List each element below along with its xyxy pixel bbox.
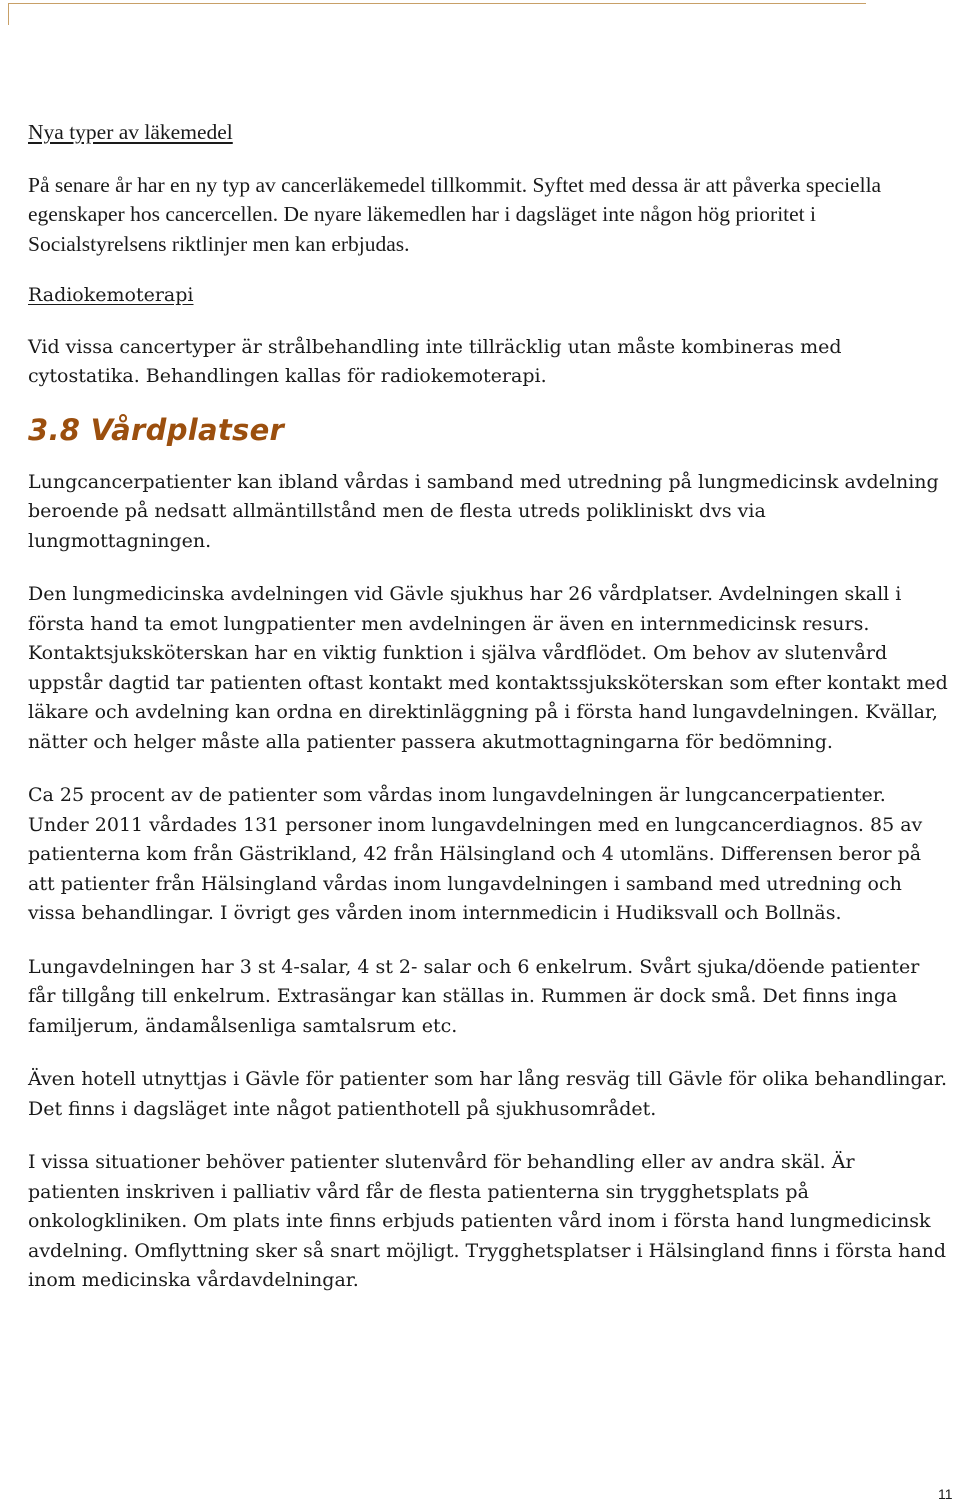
paragraph-beds-2: Den lungmedicinska avdelningen vid Gävle sjukhus har 26 vårdplatser. Avdelningen skall i första hand ta emot lungpatienter men avdelningen är även en internmedicinsk resurs. Kontaktsjuksköterskan har en viktig funktion i själva vårdflödet. Om behov av slutenvård uppstår dagtid tar patienten oftast kontakt med kontaktssjuksköterskan som efter kontakt med läkare och avdelning kan ordna en direktinläggning på i första hand lungavdelningen. Kvällar, nätter och helger måste alla patienter passera akutmottagningarna för bedömning.: [28, 583, 948, 753]
paragraph-beds-6: I vissa situationer behöver patienter slutenvård för behandling eller av andra skäl. Är patienten inskriven i palliativ vård får de flesta patienterna sin trygghetsplats på onkologkliniken. Om plats inte finns erbjuds patienten vård inom i första hand lungmedicinsk avdelning. Omflyttning sker så snart möjligt. Trygghetsplatser i Hälsingland finns i första hand inom medicinska vårdavdelningar.: [28, 1151, 947, 1291]
heading-new-drugs: Nya typer av läkemedel: [28, 120, 233, 144]
page-content: [28, 118, 948, 1296]
paragraph-beds-5: Även hotell utnyttjas i Gävle för patienter som har lång resväg till Gävle för olika behandlingar. Det finns i dagsläget inte något patienthotell på sjukhusområdet.: [28, 1068, 948, 1120]
paragraph-beds-3: Ca 25 procent av de patienter som vårdas inom lungavdelningen är lungcancerpatienter. Under 2011 vårdades 131 personer inom lungavdelningen med en lungcancerdiagnos. 85 av patienterna kom från Gästrikland, 42 från Hälsingland och 4 utomläns. Differensen beror på att patienter från Hälsingland vårdas inom lungavdelningen i samband med utredning och vissa behandlingar. I övrigt ges vården inom internmedicin i Hudiksvall och Bollnäs.: [28, 784, 923, 924]
paragraph-new-drugs: På senare år har en ny typ av cancerläkemedel tillkommit. Syftet med dessa är att påverka speciella egenskaper hos cancercellen. De nyare läkemedlen har i dagsläget inte någon hög prioritet i Socialstyrelsens riktlinjer men kan erbjudas.: [28, 172, 882, 256]
paragraph-beds-1: Lungcancerpatienter kan ibland vårdas i samband med utredning på lungmedicinsk avdelning beroende på nedsatt allmäntillstånd men de flesta utreds polikliniskt dvs via lungmottagningen.: [28, 470, 939, 552]
heading-radiochemotherapy: Radiokemoterapi: [28, 284, 194, 306]
header-corner-tick: [8, 3, 9, 25]
paragraph-radiochemotherapy: Vid vissa cancertyper är strålbehandling inte tillräcklig utan måste kombineras med cytostatika. Behandlingen kallas för radiokemoterapi.: [28, 335, 842, 387]
page-number: 11: [938, 1486, 953, 1502]
header-rule: [8, 3, 866, 4]
paragraph-beds-4: Lungavdelningen har 3 st 4-salar, 4 st 2- salar och 6 enkelrum. Svårt sjuka/döende patienter får tillgång till enkelrum. Extrasängar kan ställas in. Rummen är dock små. Det finns inga familjerum, ändamålsenliga samtalsrum etc.: [28, 955, 920, 1037]
section-heading-vardplatser: 3.8 Vårdplatser: [28, 412, 285, 447]
